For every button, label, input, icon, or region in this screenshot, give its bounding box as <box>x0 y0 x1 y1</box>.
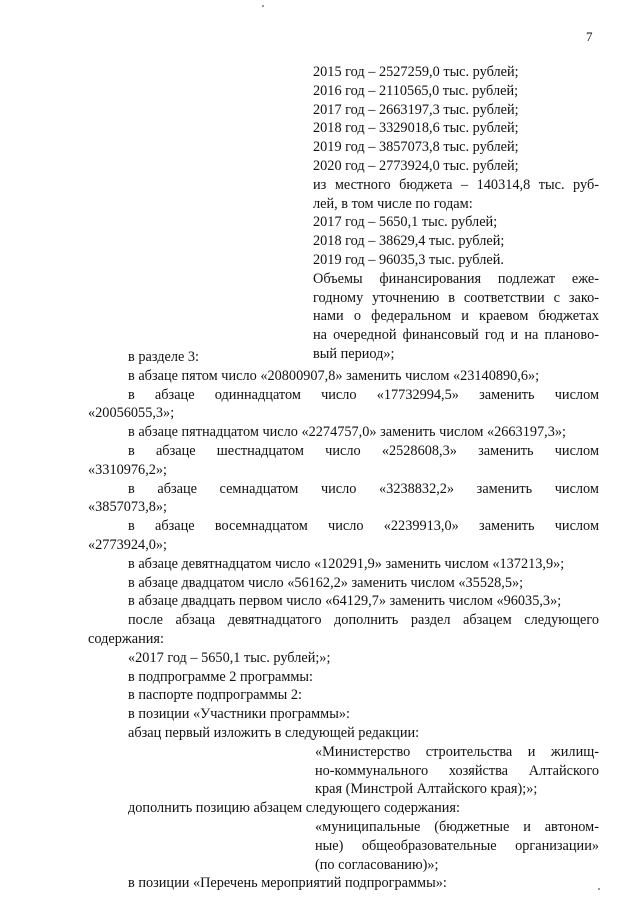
funding-line: 2020 год – 2773924,0 тыс. рублей; <box>313 157 519 174</box>
local-year-line: 2017 год – 5650,1 тыс. рублей; <box>313 214 498 231</box>
body-line: в абзаце одиннадцатом число «17732994,5» заменить числом <box>128 386 599 403</box>
body-line: в абзаце семнадцатом число «3238832,2» заменить числом <box>128 480 599 497</box>
quote-municipal <box>315 818 599 874</box>
scan-speck <box>598 888 600 890</box>
funding-line: 2017 год – 2663197,3 тыс. рублей; <box>313 101 519 118</box>
page-number: 7 <box>586 29 593 44</box>
funding-line: 2016 год – 2110565,0 тыс. рублей; <box>313 82 519 99</box>
funding-line: 2019 год – 3857073,8 тыс. рублей; <box>313 139 519 156</box>
body-line: дополнить позицию абзацем следующего содержания: <box>128 800 460 817</box>
quote-line: края (Минстрой Алтайского края);»; <box>315 781 538 798</box>
quote-line: (по согласованию)»; <box>315 856 439 873</box>
body-line: в абзаце пятом число «20800907,8» заменить числом «23140890,6»; <box>128 367 540 384</box>
quote-line: «муниципальные (бюджетные и автоном- <box>315 818 599 835</box>
body-line: «3857073,8»; <box>88 499 168 516</box>
body-line: в подпрограмме 2 программы: <box>128 668 314 685</box>
body-line: в абзаце двадцать первом число «64129,7» заменить числом «96035,3»; <box>128 593 562 610</box>
quote-line: ные) общеобразовательные организации» <box>315 837 599 854</box>
funding-line: 2018 год – 3329018,6 тыс. рублей; <box>313 120 519 137</box>
quote-line: но-коммунального хозяйства Алтайского <box>315 762 599 779</box>
funding-column <box>313 63 599 364</box>
scan-speck <box>262 5 264 7</box>
body-line: в позиции «Перечень мероприятий подпрограммы»: <box>128 875 447 892</box>
body-line: в абзаце восемнадцатом число «2239913,0» заменить числом <box>128 518 599 535</box>
body-line: в разделе 3: <box>128 349 200 365</box>
body-line: «3310976,2»; <box>88 461 168 478</box>
volumes-line: на очередной финансовый год и на планово- <box>313 327 599 344</box>
quote-participants <box>315 743 599 799</box>
body-line: после абзаца девятнадцатого дополнить раздел абзацем следующего <box>128 612 599 629</box>
volumes-line: вый период»; <box>313 345 395 362</box>
body-line: в позиции «Участники программы»: <box>128 706 350 723</box>
local-budget-line: лей, в том числе по годам: <box>313 195 473 212</box>
body-line: «2017 год – 5650,1 тыс. рублей;»; <box>128 649 331 666</box>
body-line: в абзаце двадцатом число «56162,2» заменить числом «35528,5»; <box>128 574 524 591</box>
body-line: в паспорте подпрограммы 2: <box>128 687 302 704</box>
body-line: в абзаце пятнадцатом число «2274757,0» заменить числом «2663197,3»; <box>128 424 566 441</box>
volumes-line: Объемы финансирования подлежат еже- <box>313 270 599 287</box>
body-line: «2773924,0»; <box>88 536 168 553</box>
body-line: «20056055,3»; <box>88 405 175 422</box>
body-line: в абзаце шестнадцатом число «2528608,3» заменить числом <box>128 442 599 459</box>
body-line: абзац первый изложить в следующей редакции: <box>128 724 420 741</box>
body-line: содержания: <box>88 630 164 647</box>
amendments-body <box>88 348 599 893</box>
body-line: в абзаце девятнадцатом число «120291,9» заменить числом «137213,9»; <box>128 555 565 572</box>
volumes-line: годному уточнению в соответствии с зако- <box>313 289 599 306</box>
local-budget-line: из местного бюджета – 140314,8 тыс. руб- <box>313 176 599 193</box>
quote-line: «Министерство строительства и жилищ- <box>315 743 599 760</box>
local-year-line: 2019 год – 96035,3 тыс. рублей. <box>313 251 504 268</box>
volumes-line: нами о федеральном и краевом бюджетах <box>313 308 599 325</box>
local-year-line: 2018 год – 38629,4 тыс. рублей; <box>313 233 505 250</box>
funding-line: 2015 год – 2527259,0 тыс. рублей; <box>313 64 519 80</box>
